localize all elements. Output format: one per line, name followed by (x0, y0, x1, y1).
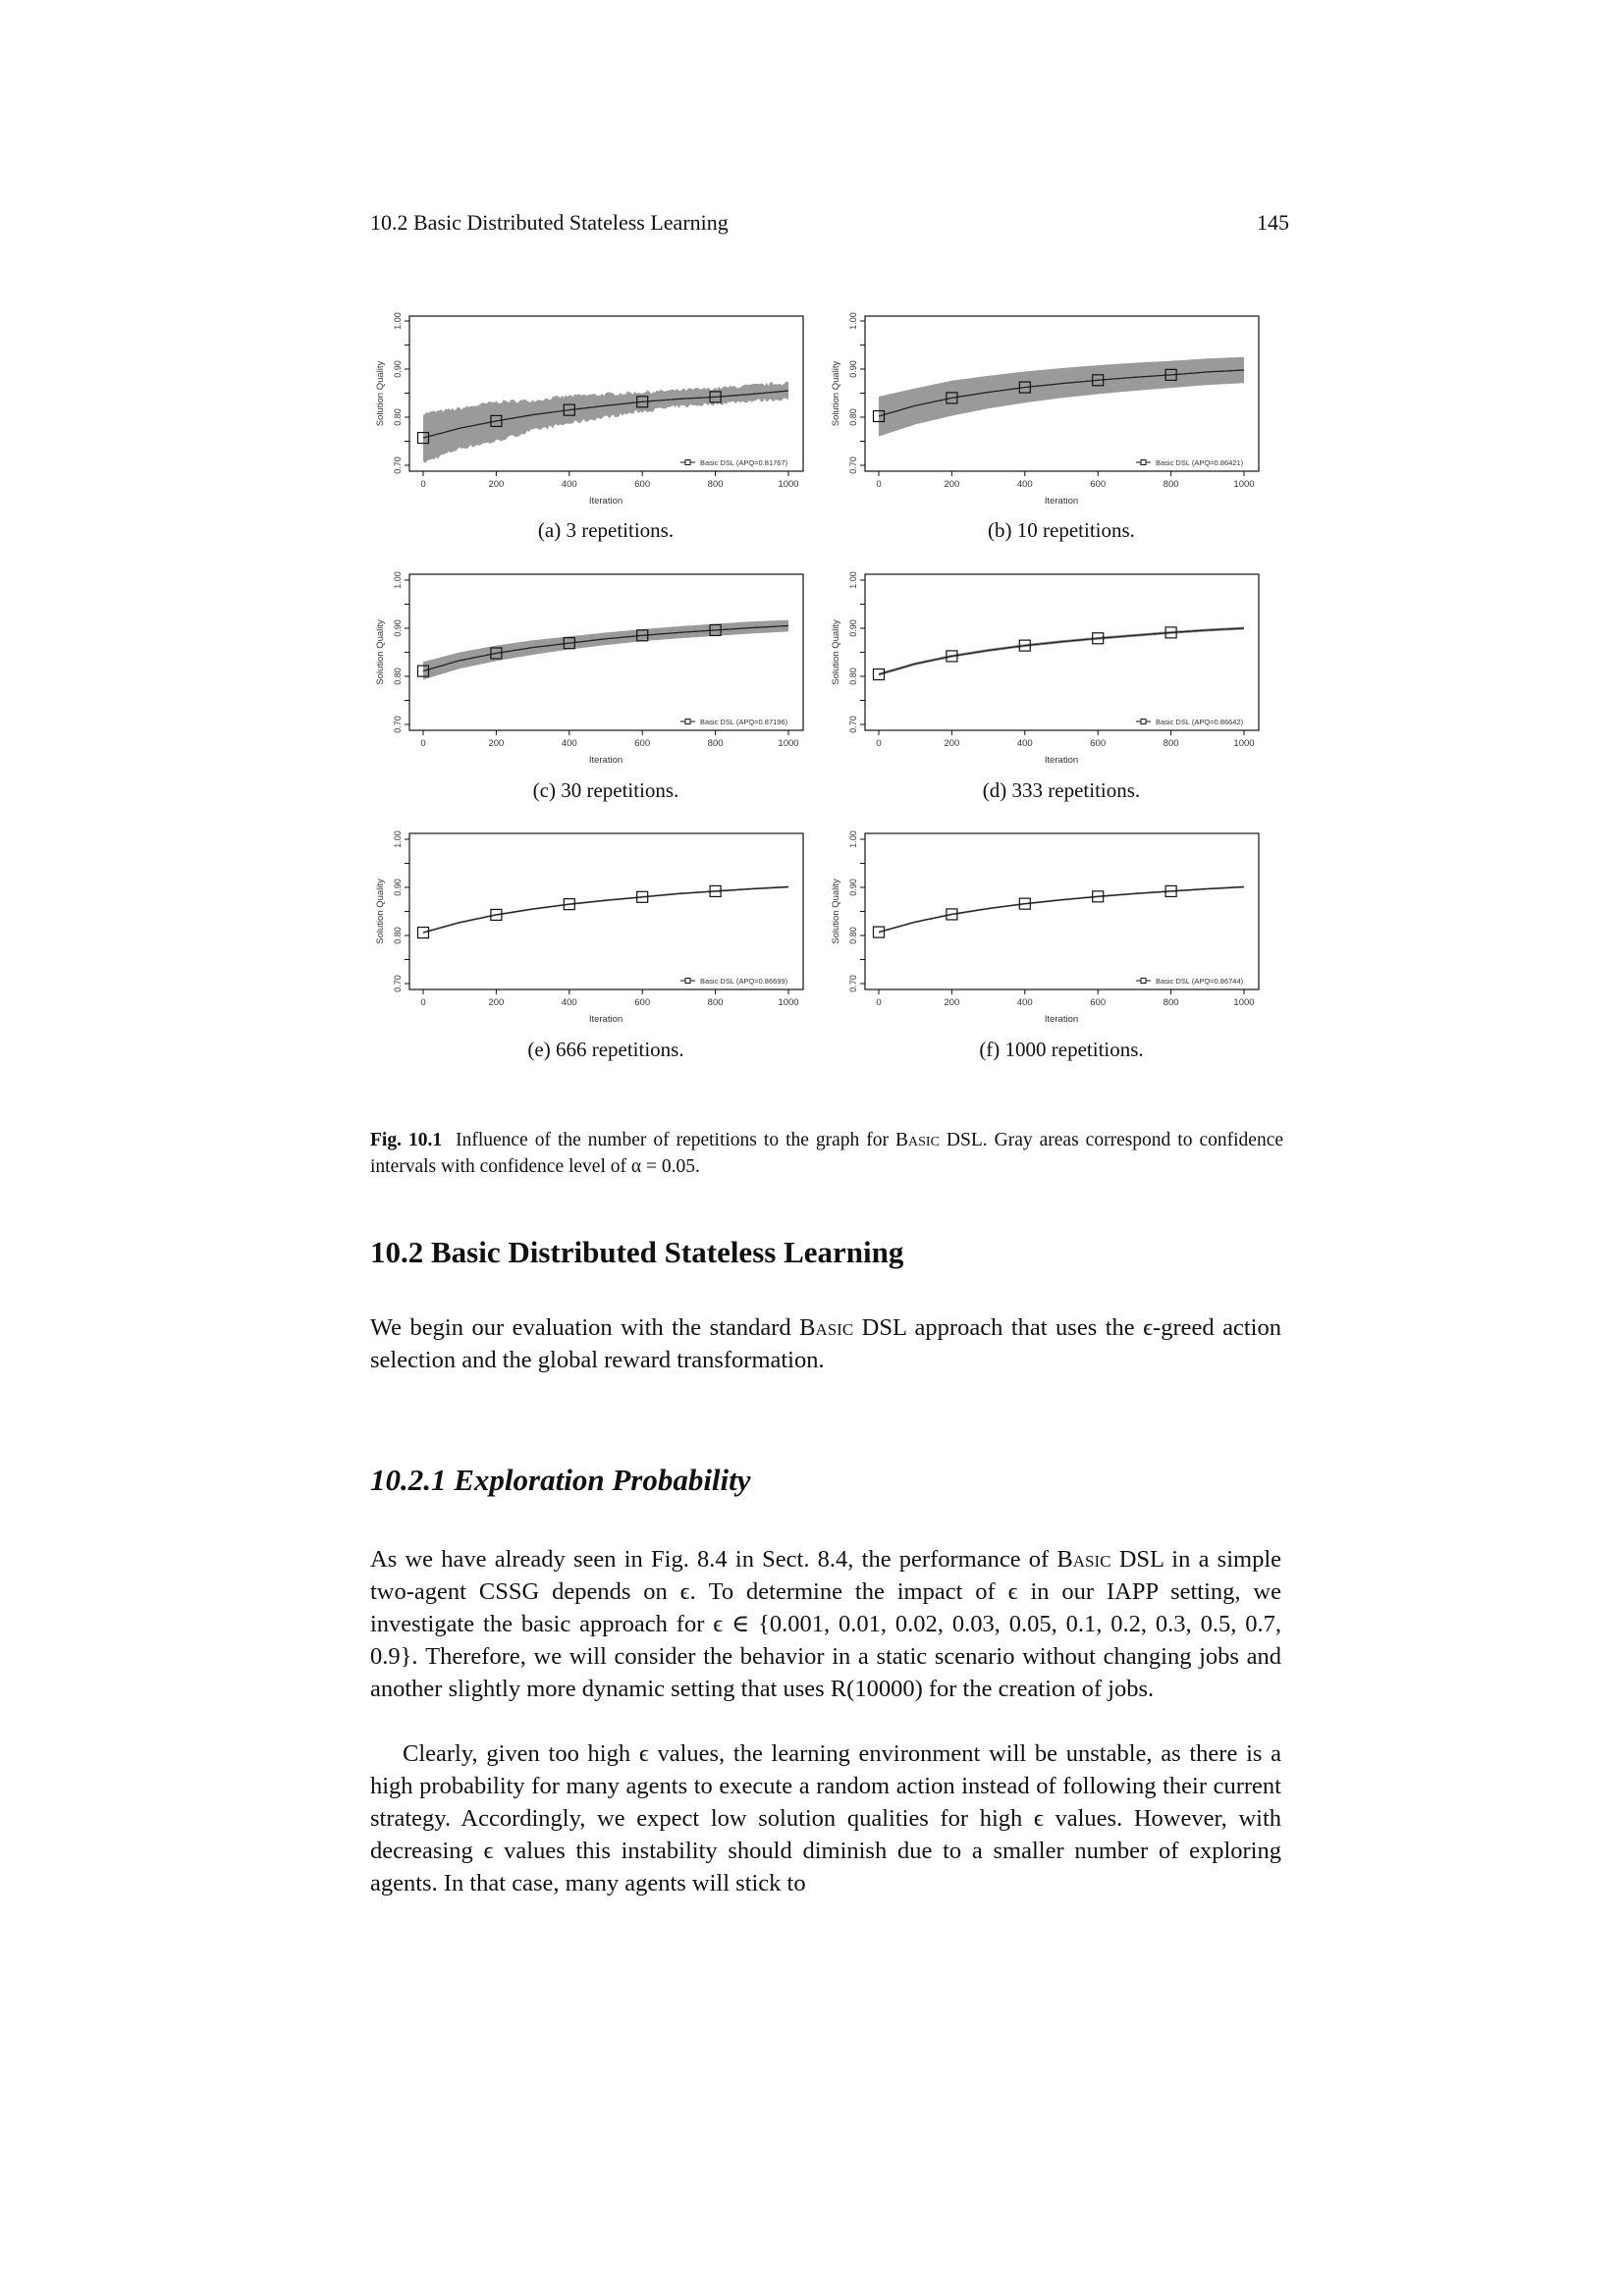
y-tick-label: 0.70 (393, 716, 403, 733)
page-number: 145 (1257, 210, 1289, 235)
p1-text-post: DSL in a simple two-agent CSSG depends on ϵ. To determine the impact of ϵ in our IAPP setting, we investigate the basic approach for ϵ ∈ {0.001, 0.01, 0.02, 0.03, 0.05, 0.1, 0.2, 0.3, 0.5, 0.7, 0.9}. Therefore, we will consider the behavior in a static scenario without changing jobs and another slightly more dynamic setting that uses R(10000) for the creation of jobs. (370, 1546, 1282, 1702)
plot-frame (865, 833, 1259, 989)
mean-line (423, 887, 788, 934)
confidence-band (879, 627, 1244, 676)
confidence-band (423, 382, 788, 463)
x-tick-label: 0 (420, 479, 426, 490)
subcaption-b: (b) 10 repetitions. (988, 518, 1135, 542)
chart-panel-c (375, 571, 803, 766)
y-axis-label: Solution Quality (375, 619, 386, 685)
chart-panel-e (375, 830, 803, 1025)
legend-label: Basic DSL (APQ=0.86421) (1156, 458, 1244, 467)
legend-label: Basic DSL (APQ=0.86744) (1156, 977, 1244, 986)
x-tick-label: 0 (876, 479, 882, 490)
y-tick-label: 0.70 (848, 716, 858, 733)
y-tick-label: 0.90 (393, 619, 403, 637)
x-tick-label: 200 (488, 479, 505, 490)
intro-text-post: DSL approach that uses the ϵ-greed action selection and the global reward transformation. (370, 1314, 1281, 1373)
y-tick-label: 0.70 (848, 456, 858, 474)
x-tick-label: 200 (944, 479, 960, 490)
x-tick-label: 400 (561, 997, 577, 1008)
x-tick-label: 800 (707, 997, 724, 1008)
plot-frame (865, 574, 1259, 730)
p1-smallcaps: Basic (1056, 1546, 1111, 1573)
legend-marker (685, 720, 690, 724)
x-tick-label: 0 (420, 738, 426, 749)
y-tick-label: 0.70 (393, 456, 403, 474)
legend-marker (1141, 460, 1146, 465)
subsection-heading: 10.2.1 Exploration Probability (370, 1463, 751, 1497)
x-tick-label: 600 (1090, 479, 1107, 490)
mean-line (879, 628, 1244, 674)
x-tick-label: 600 (1090, 997, 1107, 1008)
x-tick-label: 600 (634, 738, 651, 749)
figure-caption-text-post: DSL. Gray areas correspond to confidence intervals with confidence level of α = 0.05. (370, 1130, 1284, 1177)
x-tick-label: 200 (488, 738, 505, 749)
intro-text: We begin our evaluation with the standard (370, 1314, 800, 1341)
y-axis-label: Solution Quality (375, 360, 386, 427)
y-axis-label: Solution Quality (375, 879, 386, 944)
legend-label: Basic DSL (APQ=0.86642) (1156, 718, 1244, 726)
x-tick-label: 0 (876, 738, 882, 749)
figure-caption (370, 1127, 1283, 1180)
chart-panel-d (831, 571, 1259, 766)
x-tick-label: 400 (1016, 738, 1033, 749)
x-tick-label: 200 (488, 997, 505, 1008)
x-axis-label: Iteration (588, 496, 623, 507)
y-tick-label: 0.70 (848, 975, 858, 992)
confidence-band (879, 886, 1244, 934)
x-tick-label: 800 (707, 738, 724, 749)
y-tick-label: 1.00 (848, 312, 858, 330)
y-tick-label: 0.80 (848, 408, 858, 426)
intro-smallcaps: Basic (799, 1314, 854, 1341)
y-tick-label: 0.80 (393, 927, 403, 944)
y-tick-label: 0.80 (393, 408, 403, 426)
x-axis-label: Iteration (588, 1014, 623, 1025)
figure-caption-label: Fig. 10.1 (370, 1130, 443, 1150)
figure-caption-smallcaps: Basic (895, 1130, 940, 1150)
running-head-title: 10.2 Basic Distributed Stateless Learning (370, 210, 729, 235)
chart-panel-b (831, 312, 1259, 507)
legend-marker (1141, 979, 1146, 984)
section-intro-paragraph (370, 1311, 1281, 1376)
x-tick-label: 800 (1163, 738, 1179, 749)
p1-text: As we have already seen in Fig. 8.4 in Sect. 8.4, the performance of (370, 1546, 1057, 1573)
plot-frame (409, 833, 803, 989)
x-tick-label: 1000 (778, 738, 799, 749)
legend-marker (1141, 720, 1146, 724)
x-tick-label: 1000 (778, 479, 799, 490)
y-tick-label: 0.90 (848, 360, 858, 378)
mean-line (879, 887, 1244, 933)
confidence-band (879, 357, 1244, 437)
y-tick-label: 1.00 (848, 830, 858, 848)
x-tick-label: 400 (561, 738, 577, 749)
legend-label: Basic DSL (APQ=0.86699) (700, 977, 788, 986)
x-tick-label: 0 (420, 997, 426, 1008)
x-tick-label: 600 (634, 997, 651, 1008)
x-axis-label: Iteration (1044, 755, 1079, 766)
x-tick-label: 400 (561, 479, 577, 490)
y-tick-label: 0.90 (393, 879, 403, 896)
legend-label: Basic DSL (APQ=0.87196) (700, 718, 788, 726)
x-tick-label: 400 (1016, 479, 1033, 490)
y-tick-label: 1.00 (848, 571, 858, 589)
figure-10-1 (0, 0, 1624, 1119)
confidence-band (423, 886, 788, 934)
x-tick-label: 0 (876, 997, 882, 1008)
x-tick-label: 1000 (778, 997, 799, 1008)
y-axis-label: Solution Quality (831, 360, 841, 427)
subcaption-c: (c) 30 repetitions. (532, 778, 679, 802)
section-heading: 10.2 Basic Distributed Stateless Learning (370, 1235, 904, 1269)
figure-caption-text: Influence of the number of repetitions to the graph for (456, 1130, 896, 1150)
x-tick-label: 400 (1016, 997, 1033, 1008)
x-tick-label: 1000 (1233, 738, 1255, 749)
y-axis-label: Solution Quality (831, 879, 841, 944)
subcaption-a: (a) 3 repetitions. (537, 518, 675, 542)
paragraph-1 (370, 1543, 1281, 1705)
x-tick-label: 200 (944, 738, 960, 749)
legend-label: Basic DSL (APQ=0.81767) (700, 458, 788, 467)
y-tick-label: 0.90 (393, 360, 403, 378)
y-tick-label: 0.90 (848, 619, 858, 637)
x-axis-label: Iteration (1044, 496, 1079, 507)
legend-marker (685, 460, 690, 465)
y-tick-label: 1.00 (393, 571, 403, 589)
subcaption-e: (e) 666 repetitions. (527, 1038, 684, 1061)
x-tick-label: 1000 (1233, 479, 1255, 490)
x-axis-label: Iteration (588, 755, 623, 766)
y-tick-label: 1.00 (393, 830, 403, 848)
x-tick-label: 600 (1090, 738, 1107, 749)
chart-panel-f (831, 830, 1259, 1025)
x-tick-label: 200 (944, 997, 960, 1008)
x-tick-label: 800 (707, 479, 724, 490)
x-tick-label: 1000 (1233, 997, 1255, 1008)
y-tick-label: 0.90 (848, 879, 858, 896)
y-tick-label: 0.80 (848, 927, 858, 944)
paragraph-2: Clearly, given too high ϵ values, the learning environment will be unstable, as there is a high probability for many agents to execute a random action instead of following their current strategy. Accordingly, we expect low solution qualities for high ϵ values. However, with decreasing ϵ values this instability should diminish due to a smaller number of exploring agents. In that case, many agents will stick to (370, 1740, 1281, 1896)
y-tick-label: 0.80 (393, 667, 403, 685)
legend-marker (685, 979, 690, 984)
y-tick-label: 0.80 (848, 667, 858, 685)
x-tick-label: 600 (634, 479, 651, 490)
x-axis-label: Iteration (1044, 1014, 1079, 1025)
subcaption-f: (f) 1000 repetitions. (979, 1038, 1144, 1061)
x-tick-label: 800 (1163, 997, 1179, 1008)
subcaption-d: (d) 333 repetitions. (982, 778, 1141, 802)
x-tick-label: 800 (1163, 479, 1179, 490)
y-tick-label: 0.70 (393, 975, 403, 992)
y-tick-label: 1.00 (393, 312, 403, 330)
y-axis-label: Solution Quality (831, 619, 841, 685)
chart-panel-a (375, 312, 803, 507)
